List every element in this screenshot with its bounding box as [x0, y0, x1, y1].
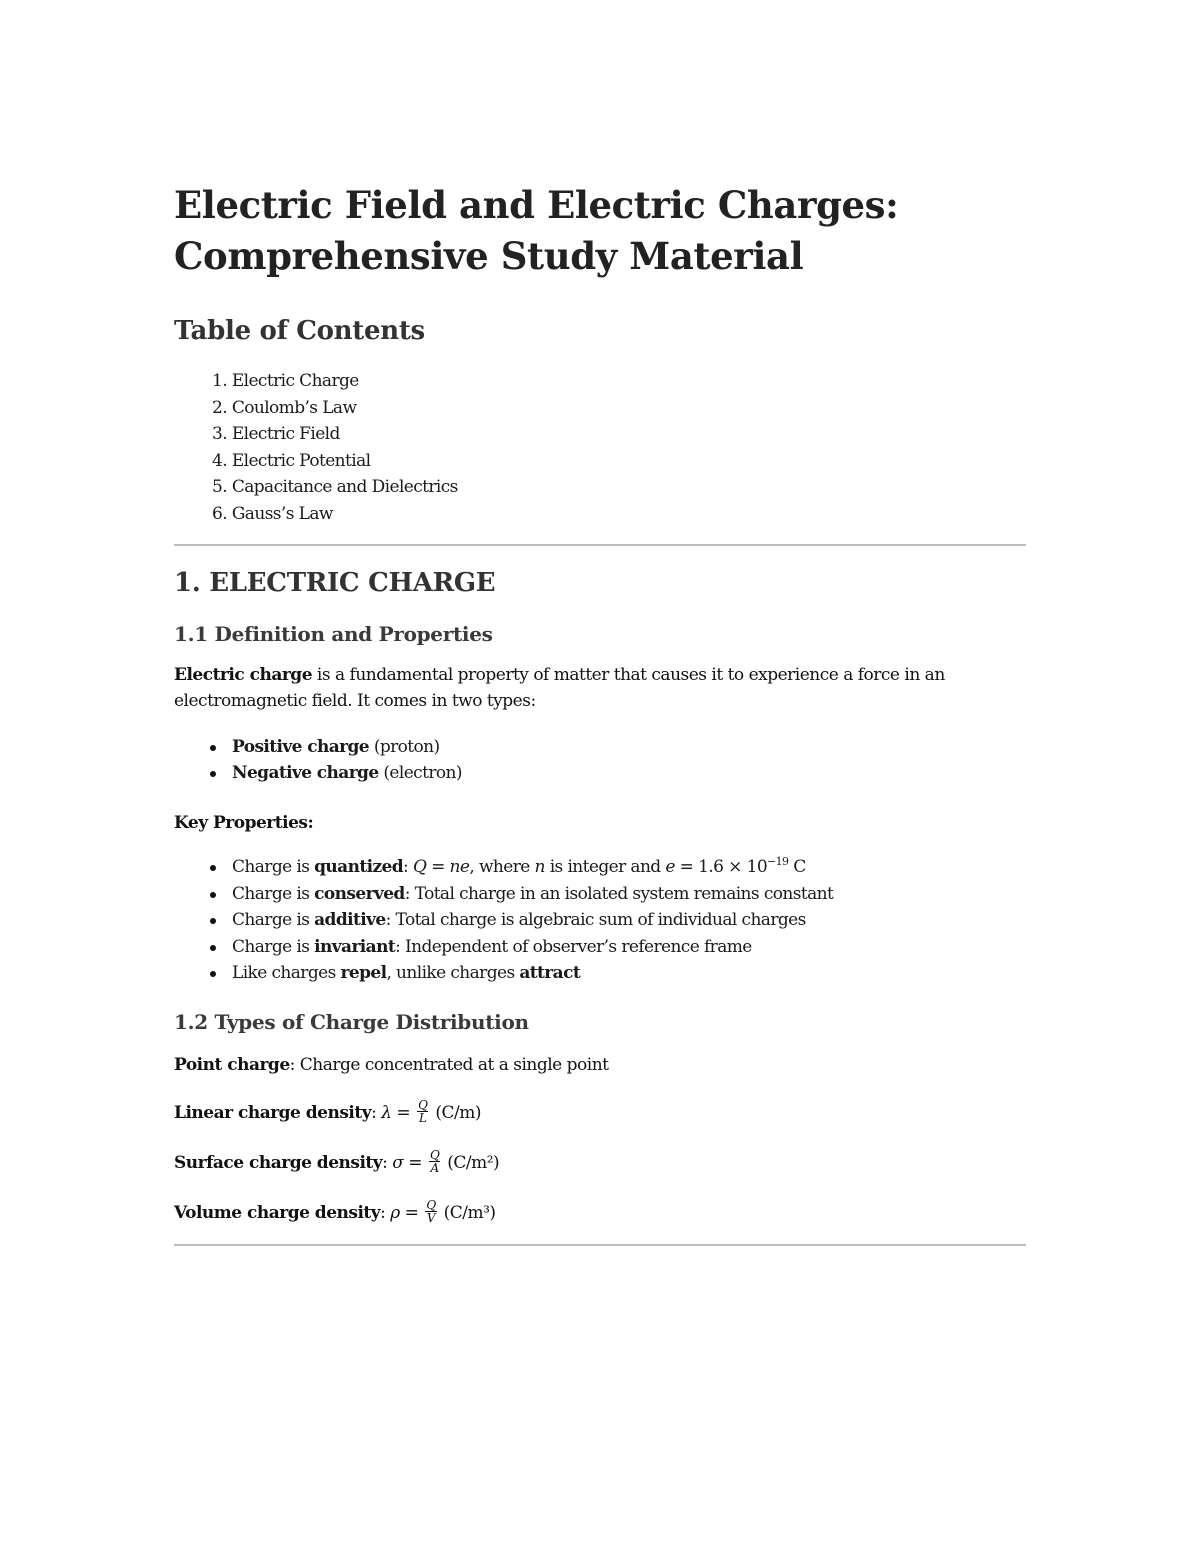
negative-charge-term: Negative charge	[232, 762, 379, 783]
charge-types-list	[174, 734, 1026, 787]
prop-text: : Total charge is algebraic sum of individual charges	[385, 910, 806, 931]
prop-term: invariant	[314, 936, 396, 957]
document-title	[174, 180, 1026, 282]
title-line-1: Electric Field and Electric Charges:	[174, 183, 899, 227]
key-properties-list	[174, 854, 1026, 986]
section-divider	[174, 1244, 1026, 1246]
surface-density-line	[174, 1150, 1026, 1176]
positive-charge-term: Positive charge	[232, 736, 370, 757]
point-charge-term: Point charge	[174, 1055, 290, 1076]
document-page	[174, 180, 1026, 1246]
list-item	[232, 881, 1026, 907]
colon: :	[371, 1103, 382, 1124]
prop-prefix: Charge is	[232, 910, 315, 931]
colon: :	[380, 1203, 391, 1224]
denominator: A	[430, 1161, 439, 1176]
point-charge-text: : Charge concentrated at a single point	[289, 1055, 609, 1076]
subsection-1-1-heading: 1.1 Definition and Properties	[174, 621, 493, 646]
sigma-symbol: σ	[392, 1153, 404, 1174]
list-item	[232, 854, 1026, 880]
negative-charge-note: (electron)	[378, 762, 462, 783]
toc-heading: Table of Contents	[174, 316, 425, 346]
toc-item-electric-charge[interactable]: 1. Electric Charge	[212, 371, 359, 391]
key-properties-label	[174, 810, 1026, 836]
numerator: Q	[418, 1098, 428, 1113]
subsection-1-2-heading: 1.2 Types of Charge Distribution	[174, 1010, 529, 1035]
prop-term: conserved	[314, 883, 405, 904]
elementary-charge-value: = 1.6 × 10	[674, 857, 768, 878]
list-item	[232, 734, 1026, 760]
unit: (C/m³)	[438, 1203, 496, 1224]
toc-item-electric-field[interactable]: 3. Electric Field	[212, 424, 340, 445]
list-item	[232, 960, 1026, 986]
fraction	[429, 1149, 440, 1174]
rho-symbol: ρ	[390, 1203, 400, 1224]
prop-term: attract	[519, 963, 581, 983]
unit: C	[788, 857, 806, 878]
toc-item-coulombs-law[interactable]: 2. Coulomb’s Law	[212, 397, 357, 418]
toc-item-capacitance[interactable]: 5. Capacitance and Dielectrics	[212, 477, 458, 498]
prop-prefix: Charge is	[232, 857, 315, 878]
prop-term: repel	[340, 963, 387, 983]
fraction	[425, 1199, 436, 1224]
surface-density-term: Surface charge density	[174, 1153, 383, 1174]
list-item	[232, 760, 1026, 786]
prop-text: : Independent of observer’s reference frame	[395, 936, 752, 957]
point-charge-line	[174, 1052, 1026, 1078]
fraction	[417, 1099, 428, 1124]
volume-density-term: Volume charge density	[174, 1203, 381, 1224]
list-item	[232, 934, 1026, 960]
quantization-equation: Q = ne	[412, 857, 470, 878]
list-item	[232, 907, 1026, 933]
linear-density-line	[174, 1100, 1026, 1126]
definition-text: is a fundamental property of matter that causes it to experience a force in an electromagnetic field. It comes in two types:	[174, 664, 945, 711]
equals-sign: =	[399, 1203, 424, 1224]
denominator: L	[419, 1111, 427, 1126]
linear-density-term: Linear charge density	[174, 1103, 372, 1124]
lambda-symbol: λ	[381, 1103, 392, 1124]
unit: (C/m²)	[442, 1153, 500, 1174]
definition-paragraph	[174, 662, 1026, 714]
toc-item-gauss-law[interactable]: 6. Gauss’s Law	[212, 503, 333, 524]
table-of-contents	[174, 368, 1026, 528]
unit: (C/m)	[430, 1103, 481, 1124]
numerator: Q	[426, 1198, 436, 1213]
prop-prefix: Like charges	[232, 963, 341, 983]
section-1-heading: 1. ELECTRIC CHARGE	[174, 567, 496, 598]
formula-text: is integer and	[544, 857, 666, 878]
prop-prefix: Charge is	[232, 936, 315, 957]
section-divider	[174, 544, 1026, 546]
definition-term: Electric charge	[174, 664, 313, 685]
prop-text: :	[403, 857, 413, 878]
equals-sign: =	[403, 1153, 427, 1174]
colon: :	[382, 1153, 393, 1174]
numerator: Q	[429, 1148, 440, 1163]
toc-item-electric-potential[interactable]: 4. Electric Potential	[212, 450, 371, 471]
title-line-2: Comprehensive Study Material	[174, 234, 804, 278]
prop-prefix: Charge is	[232, 883, 315, 904]
prop-term: quantized	[314, 857, 404, 878]
volume-density-line	[174, 1200, 1026, 1226]
prop-term: additive	[314, 910, 386, 931]
positive-charge-note: (proton)	[369, 736, 440, 757]
denominator: V	[426, 1211, 436, 1226]
prop-text: : Total charge in an isolated system remains constant	[404, 883, 834, 904]
equals-sign: =	[391, 1103, 416, 1124]
key-properties-text: Key Properties:	[174, 813, 314, 834]
formula-symbol: e	[665, 857, 675, 878]
exponent: −19	[767, 855, 789, 869]
prop-text: , unlike charges	[386, 963, 520, 983]
formula-symbol: n	[534, 857, 545, 878]
formula-text: , where	[469, 857, 535, 878]
